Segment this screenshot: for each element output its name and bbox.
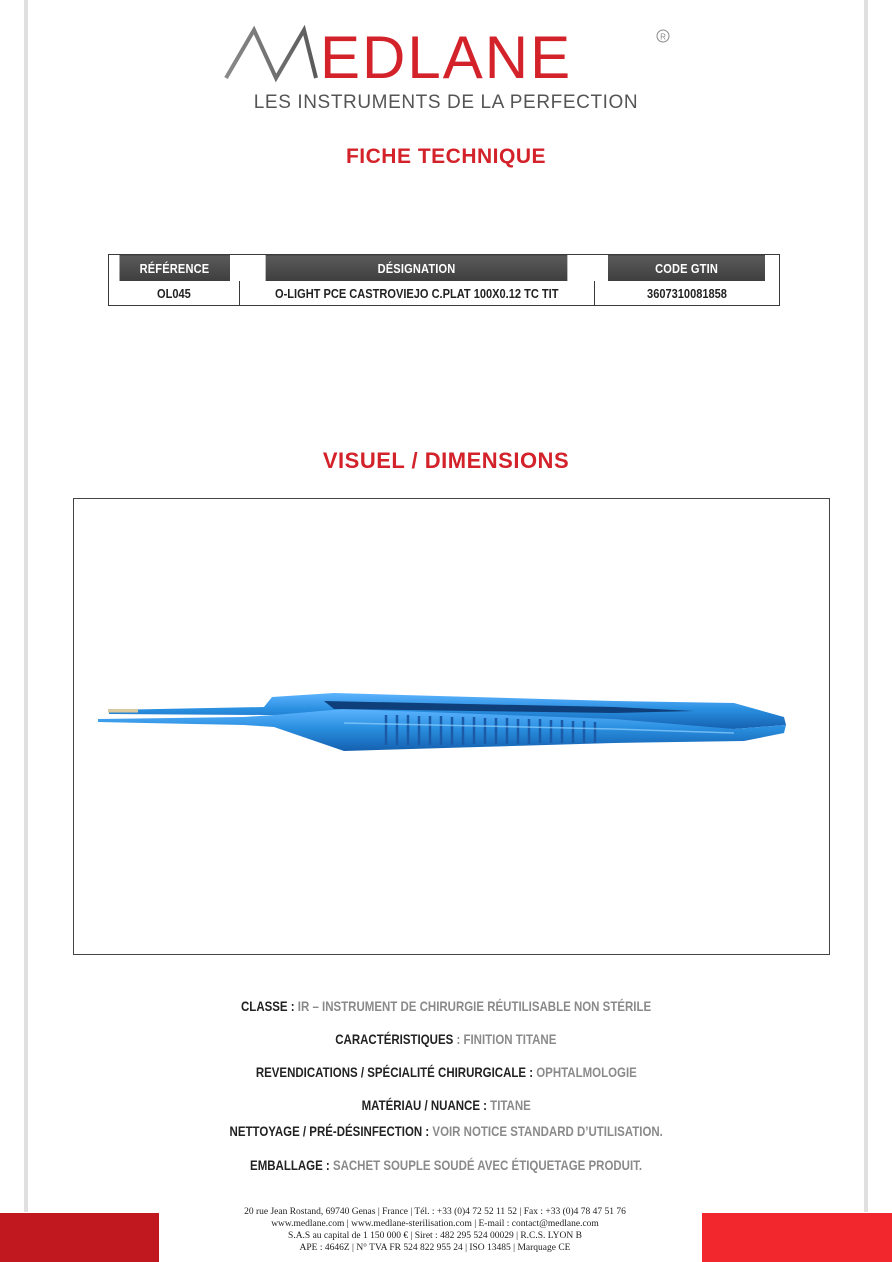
brand-tagline: LES INSTRUMENTS DE LA PERFECTION bbox=[253, 92, 639, 113]
spec-label: EMBALLAGE : bbox=[249, 1157, 333, 1173]
cell-gtin bbox=[594, 281, 780, 306]
spec-value: SACHET SOUPLE SOUDÉ AVEC ÉTIQUETAGE PRODUIT. bbox=[332, 1157, 643, 1173]
footer-red-bar-left bbox=[0, 1213, 159, 1262]
footer-address-line: 20 rue Jean Rostand, 69740 Genas | France | Tél. : +33 (0)4 72 52 11 52 | Fax : +33 (0)4 78 47 51 76 bbox=[244, 1207, 626, 1217]
cell-reference bbox=[109, 281, 240, 306]
spec-label: CARACTÉRISTIQUES bbox=[335, 1031, 454, 1047]
footer-capital-line: S.A.S au capital de 1 150 000 € | Siret : 482 295 524 00029 | R.C.S. LYON B bbox=[288, 1231, 582, 1241]
gtin-value: 3607310081858 bbox=[646, 285, 727, 301]
spec-label: CLASSE : bbox=[240, 998, 298, 1014]
column-header-designation: DÉSIGNATION bbox=[266, 255, 568, 282]
designation-value: O-LIGHT PCE CASTROVIEJO C.PLAT 100X0.12 TC TIT bbox=[274, 285, 559, 301]
spec-label: NETTOYAGE / PRÉ-DÉSINFECTION : bbox=[229, 1123, 433, 1139]
registered-mark: R bbox=[660, 32, 666, 42]
footer-ape-line: APE : 4646Z | N° TVA FR 524 822 955 24 | ISO 13485 | Marquage CE bbox=[299, 1243, 571, 1253]
spec-materiau bbox=[0, 1097, 892, 1113]
logo-text: EDLANE bbox=[320, 24, 573, 84]
spec-revendications bbox=[0, 1064, 892, 1080]
spec-value: : FINITION TITANE bbox=[453, 1031, 557, 1047]
spec-value: OPHTALMOLOGIE bbox=[535, 1064, 637, 1080]
forceps-image bbox=[94, 679, 794, 779]
reference-value: OL045 bbox=[156, 285, 191, 301]
spec-value: TITANE bbox=[489, 1097, 531, 1113]
spec-emballage bbox=[0, 1157, 892, 1173]
spec-nettoyage bbox=[0, 1123, 892, 1139]
column-header-gtin: CODE GTIN bbox=[608, 255, 766, 282]
brand-logo bbox=[0, 22, 892, 84]
spec-classe bbox=[0, 998, 892, 1014]
spec-value: VOIR NOTICE STANDARD D’UTILISATION. bbox=[432, 1123, 663, 1139]
spec-value: IR – INSTRUMENT DE CHIRURGIE RÉUTILISABLE NON STÉRILE bbox=[297, 998, 652, 1014]
column-header-reference: RÉFÉRENCE bbox=[118, 255, 229, 282]
visuel-dimensions-title: VISUEL / DIMENSIONS bbox=[322, 448, 570, 473]
table-header-row bbox=[109, 255, 780, 282]
instrument-visual-frame bbox=[73, 498, 830, 955]
reference-table bbox=[108, 254, 780, 306]
footer-company-info bbox=[180, 1206, 690, 1254]
footer-red-bar-right bbox=[702, 1213, 892, 1262]
medlane-logo bbox=[216, 22, 676, 84]
footer-web-line: www.medlane.com | www.medlane-sterilisation.com | E-mail : contact@medlane.com bbox=[271, 1219, 599, 1229]
spec-caracteristiques bbox=[0, 1031, 892, 1047]
table-row bbox=[109, 281, 780, 306]
cell-designation bbox=[239, 281, 594, 306]
spec-label: REVENDICATIONS / SPÉCIALITÉ CHIRURGICALE : bbox=[255, 1064, 536, 1080]
fiche-technique-title: FICHE TECHNIQUE bbox=[345, 145, 546, 168]
spec-label: MATÉRIAU / NUANCE : bbox=[361, 1097, 490, 1113]
